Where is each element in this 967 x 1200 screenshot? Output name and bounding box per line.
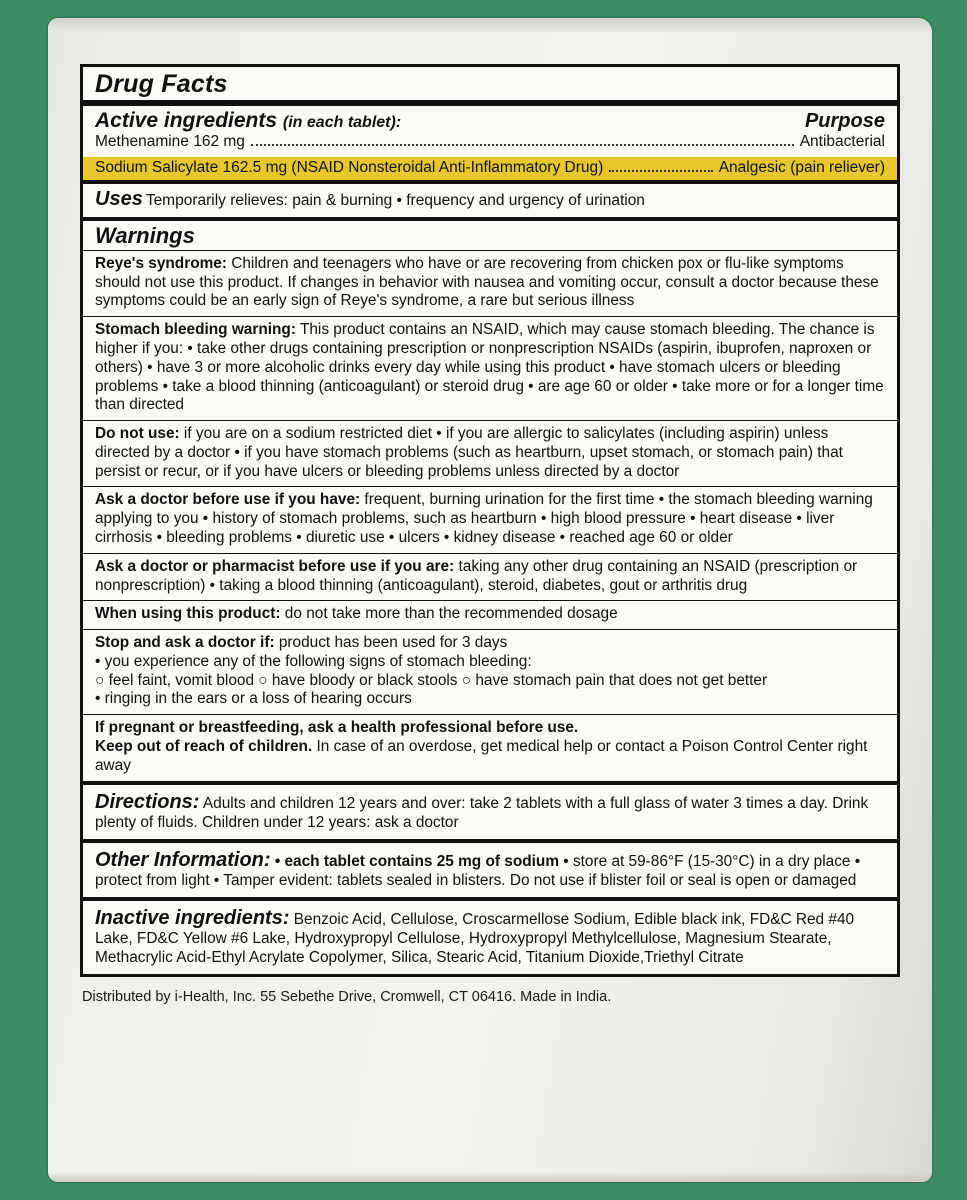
warning-item [83, 714, 897, 780]
warning-lead: Do not use: [95, 425, 180, 443]
medicine-carton [48, 18, 932, 1182]
ingredient-purpose: Antibacterial [799, 133, 885, 151]
other-information-label: Other Information: [95, 848, 271, 871]
inactive-ingredients-label: Inactive ingredients: [95, 906, 290, 929]
directions-section [83, 785, 897, 839]
ingredient-name: Sodium Salicylate 162.5 mg (NSAID Nonsteroidal Anti-Inflammatory Drug) [95, 158, 604, 176]
active-ingredients-header-row [95, 109, 885, 133]
warning-text: product has been used for 3 days [274, 634, 508, 652]
warning-text: if you are on a sodium restricted diet • if you are allergic to salicylates (including aspirin) unless directed by a doctor • if you have stomach problems (such as heartburn, upset stomach, or stomach pain) that persist or recur, or if you have ulcers or bleeding problems unless directed by a doctor [95, 425, 843, 480]
warning-lead: Ask a doctor or pharmacist before use if you are: [95, 557, 455, 575]
warning-item [83, 553, 897, 601]
ingredient-purpose: Analgesic (pain reliever) [718, 158, 885, 176]
uses-label: Uses [95, 187, 143, 210]
active-ingredients-heading: Active ingredients (in each tablet): [95, 109, 402, 133]
active-ingredient-row [95, 133, 885, 151]
other-information-section [83, 843, 897, 897]
warning-text: frequent, burning urination for the first time • the stomach bleeding warning applying to you • history of stomach problems, such as heartburn • high blood pressure • heart disease • liver cirrhosis • bleeding problems • diuretic use • ulcers • kidney disease • reached age 60 or older [95, 491, 873, 546]
warning-lead: Ask a doctor before use if you have: [95, 491, 361, 509]
warning-item [83, 250, 897, 316]
warning-text: In case of an overdose, get medical help or contact a Poison Control Center right away [95, 738, 868, 774]
directions-text: Adults and children 12 years and over: take 2 tablets with a full glass of water 3 times a day. Drink plenty of fluids. Children under 12 years: ask a doctor [95, 794, 869, 831]
warning-lead: Reye's syndrome: [95, 254, 227, 272]
drug-facts-panel [80, 64, 900, 977]
warning-lead: Stop and ask a doctor if: [95, 634, 275, 652]
warning-lead: When using this product: [95, 605, 281, 623]
other-information-text: • store at 59-86°F (15-30°C) in a dry place • protect from light • Tamper evident: tablets sealed in blisters. Do not use if blister foil or seal is open or damaged [95, 852, 861, 890]
warning-subline: • ringing in the ears or a loss of hearing occurs [95, 690, 412, 708]
warning-text: This product contains an NSAID, which may cause stomach bleeding. The chance is higher if you: • take other drugs containing prescription or nonprescription NSAIDs (aspirin, ibuprofen, naproxen or others) • have 3 or more alcoholic drinks every day while using this product • have stomach ulcers or bleeding problems • take a blood thinning (anticoagulant) or steroid drug • are age 60 or older • take more or for a longer time than directed [95, 321, 884, 414]
distributor-note: Distributed by i-Health, Inc. 55 Sebethe Drive, Cromwell, CT 06416. Made in India. [82, 989, 612, 1005]
highlighted-ingredient-row [83, 157, 897, 180]
warnings-title: Warnings [95, 222, 195, 248]
active-ingredients-section [83, 106, 897, 156]
inactive-ingredients-text: Benzoic Acid, Cellulose, Croscarmellose Sodium, Edible black ink, FD&C Red #40 Lake, FD&C Yellow #6 Lake, Hydroxypropyl Cellulose, Hydroxypropyl Methylcellulose, Magnesium Stearate, Methacrylic Acid-Ethyl Acrylate Copolymer, Silica, Stearic Acid, Titanium Dioxide,Triethyl Citrate [95, 910, 855, 967]
drug-facts-title: Drug Facts [95, 70, 228, 98]
warning-lead: If pregnant or breastfeeding, ask a health professional before use. [95, 719, 579, 737]
directions-label: Directions: [95, 790, 200, 813]
warning-item [83, 420, 897, 486]
warning-text: do not take more than the recommended dosage [280, 605, 618, 623]
warning-item [83, 486, 897, 552]
warning-subline: • you experience any of the following signs of stomach bleeding: [95, 652, 532, 670]
warning-item [83, 600, 897, 629]
warning-text: Children and teenagers who have or are recovering from chicken pox or flu-like symptoms should not use this product. If changes in behavior with nausea and vomiting occur, consult a doctor because these symptoms could be an early sign of Reye's syndrome, a rare but serious illness [95, 254, 879, 310]
ingredient-name: Methenamine 162 mg [95, 133, 245, 151]
warning-lead-2: Keep out of reach of children. [95, 738, 313, 755]
warning-item [83, 316, 897, 420]
warning-subline: ○ feel faint, vomit blood ○ have bloody or black stools ○ have stomach pain that does not get better [95, 671, 768, 689]
inactive-ingredients-section [83, 901, 897, 974]
dot-leader [609, 160, 712, 172]
warning-lead: Stomach bleeding warning: [95, 321, 296, 339]
dot-leader [251, 134, 794, 146]
other-information-bold: • each tablet contains 25 mg of sodium [270, 852, 560, 870]
warning-text: taking any other drug containing an NSAID (prescription or nonprescription) • taking a blood thinning (anticoagulant), steroid, diabetes, gout or arthritis drug [95, 557, 858, 594]
warning-item [83, 629, 897, 714]
uses-text: Temporarily relieves: pain & burning • frequency and urgency of urination [145, 191, 645, 209]
active-ingredients-subheading: (in each tablet): [282, 114, 402, 132]
purpose-heading: Purpose [804, 110, 885, 133]
uses-section [83, 184, 897, 217]
